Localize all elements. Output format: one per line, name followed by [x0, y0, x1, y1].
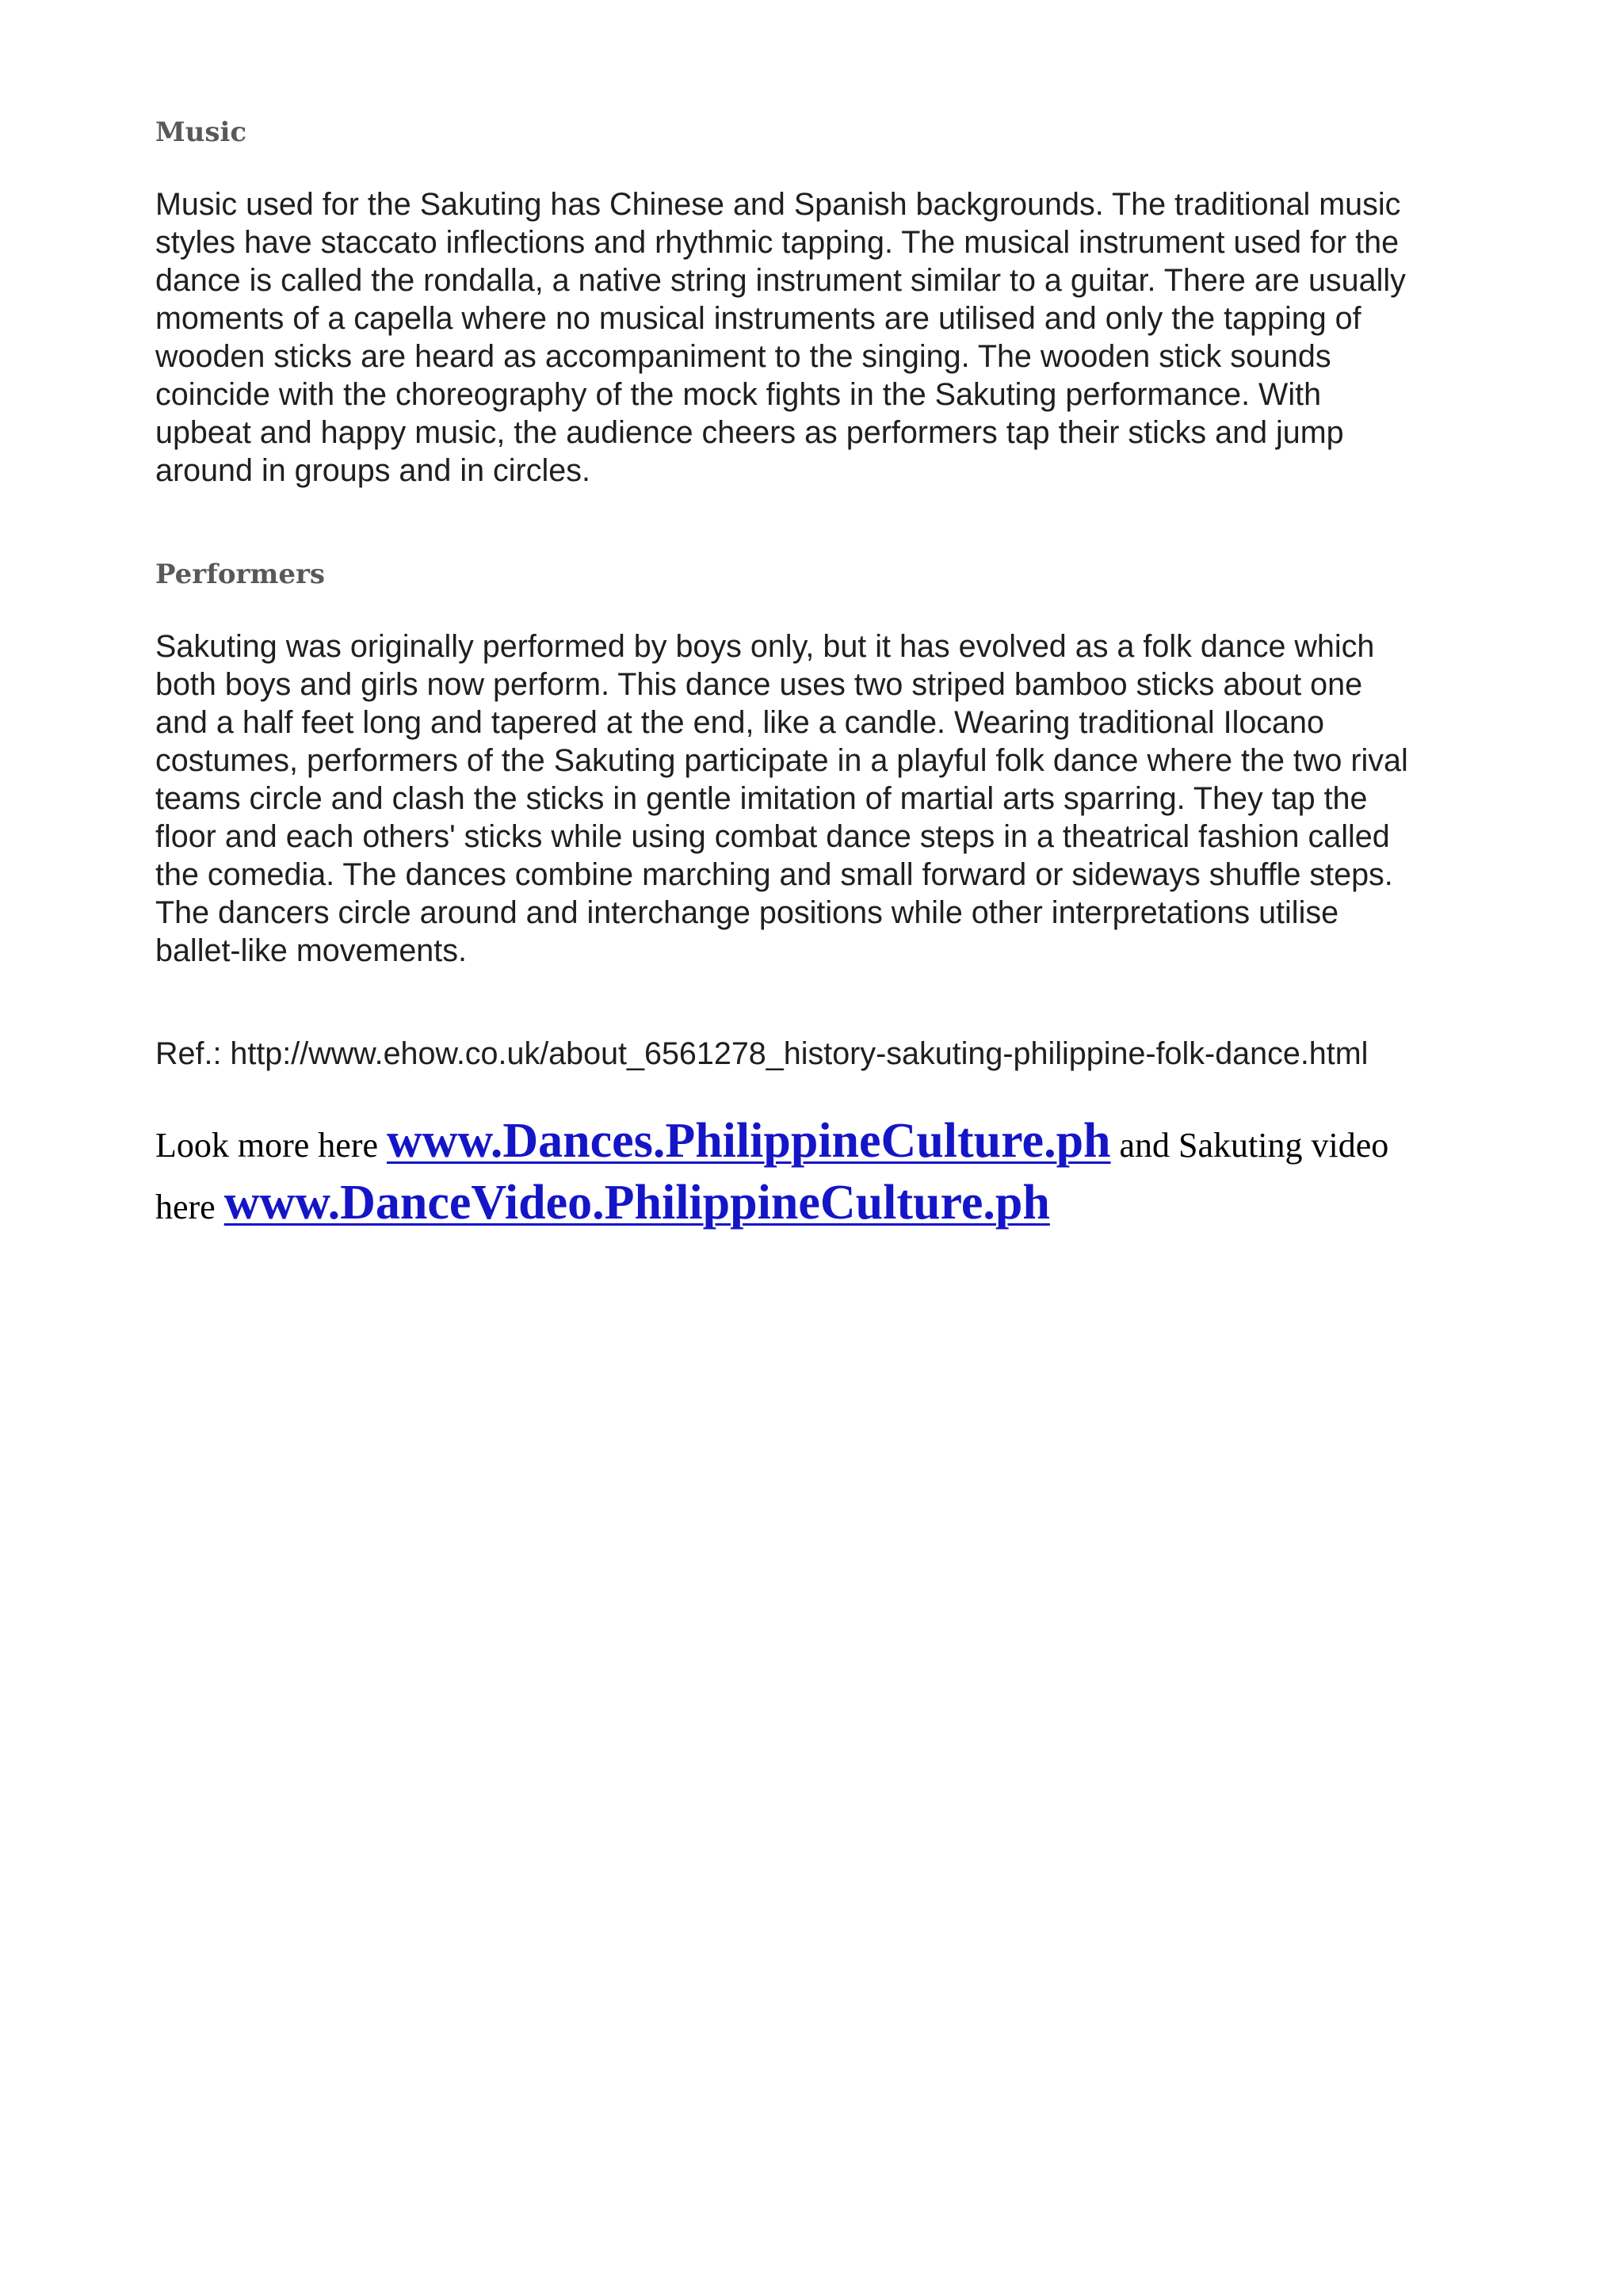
look-more-paragraph: [155, 1112, 1503, 1236]
music-line: styles have staccato inflections and rhythmic tapping. The musical instrument used for the: [155, 225, 1400, 260]
performers-line: ballet-like movements.: [155, 933, 467, 968]
dances-link[interactable]: www.Dances.PhilippineCulture.ph: [387, 1114, 1111, 1168]
performers-line: The dancers circle around and interchange positions while other interpretations utilise: [155, 895, 1339, 930]
performers-line: floor and each others' sticks while using combat dance steps in a theatrical fashion called: [155, 819, 1390, 854]
music-line: wooden sticks are heard as accompaniment to the singing. The wooden stick sounds: [155, 339, 1331, 374]
music-paragraph: [155, 185, 1503, 490]
performers-line: and a half feet long and tapered at the end, like a candle. Wearing traditional Ilocano: [155, 705, 1324, 740]
look-more-prefix-2: here: [155, 1188, 224, 1226]
document-page: [155, 111, 1503, 1236]
music-line: coincide with the choreography of the mock fights in the Sakuting performance. With: [155, 377, 1322, 412]
performers-heading: Performers: [155, 559, 326, 590]
performers-line: Sakuting was originally performed by boys only, but it has evolved as a folk dance which: [155, 629, 1375, 664]
look-more-middle: and Sakuting video: [1110, 1126, 1389, 1165]
music-line: Music used for the Sakuting has Chinese and Spanish backgrounds. The traditional music: [155, 187, 1401, 222]
music-line: dance is called the rondalla, a native string instrument similar to a guitar. There are usually: [155, 263, 1406, 298]
music-line: moments of a capella where no musical instruments are utilised and only the tapping of: [155, 301, 1361, 336]
reference-text: Ref.: http://www.ehow.co.uk/about_6561278_history-sakuting-philippine-folk-dance.html: [155, 1036, 1369, 1071]
performers-line: both boys and girls now perform. This dance uses two striped bamboo sticks about one: [155, 667, 1363, 702]
look-more-line-2: [155, 1174, 1503, 1236]
performers-line: costumes, performers of the Sakuting participate in a playful folk dance where the two rival: [155, 743, 1408, 778]
music-line: around in groups and in circles.: [155, 453, 590, 488]
performers-line: the comedia. The dances combine marching and small forward or sideways shuffle steps.: [155, 857, 1393, 892]
music-line: upbeat and happy music, the audience cheers as performers tap their sticks and jump: [155, 415, 1344, 450]
look-more-prefix: Look more here: [155, 1126, 387, 1165]
performers-line: teams circle and clash the sticks in gentle imitation of martial arts sparring. They tap the: [155, 781, 1368, 816]
music-heading: Music: [155, 116, 247, 148]
look-more-line-1: [155, 1112, 1503, 1174]
performers-paragraph: [155, 627, 1503, 970]
dance-video-link[interactable]: www.DanceVideo.PhilippineCulture.ph: [223, 1176, 1050, 1230]
